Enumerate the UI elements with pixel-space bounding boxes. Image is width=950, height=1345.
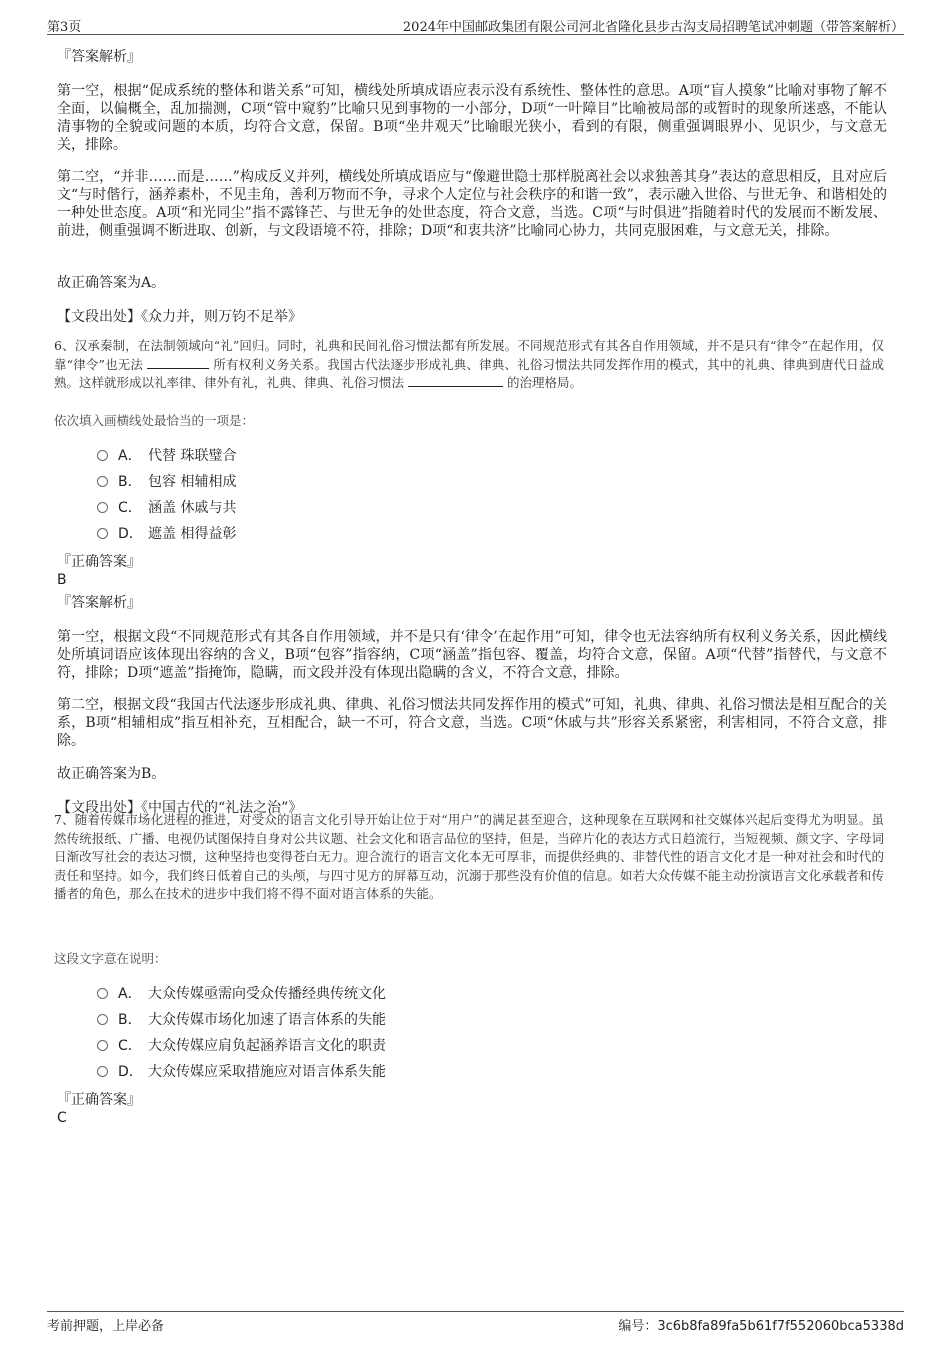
q6-analysis-p2: 第二空，根据文段“我国古代法逐步形成礼典、律典、礼俗习惯法共同发挥作用的模式”可知，礼典、律典、礼俗习惯法是相互配合的关系，B项“相辅相成”指互相补充，互相配合，缺一不可，符合文意，当选。C项“休戚与共”形容关系紧密，利害相同，不符合文意，排除。: [57, 697, 887, 749]
q7-option-b[interactable]: B． 大众传媒市场化加速了语言体系的失能: [97, 1010, 386, 1030]
q6-conclusion: 故正确答案为B。: [57, 766, 166, 782]
q6-question-text: [54, 337, 884, 393]
q6-text-part1: 6、汉承秦制，在法制领域向“礼”回归。同时，礼典和民间礼俗习惯法都有所发展。不同规范形式有其各自作用领域，并不是只有“律令”在起作用，仅靠“律令”也无法: [54, 338, 884, 372]
q6-source: 【文段出处】《中国古代的“礼法之治”》: [57, 800, 303, 816]
page-number: 第3页: [47, 20, 82, 35]
radio-icon[interactable]: [97, 502, 108, 513]
radio-icon[interactable]: [97, 1066, 108, 1077]
q7-answer-label: 『正确答案』: [57, 1092, 141, 1108]
q6-text-part2: 所有权利义务关系。我国古代法逐步形成礼典、律典、礼俗习惯法共同发挥作用的模式，其中的礼典、律典到唐代日益成熟。这样就形成以礼率律、律外有礼，礼典、律典、礼俗习惯法: [54, 356, 884, 390]
radio-icon[interactable]: [97, 1014, 108, 1025]
q7-answer: C: [57, 1110, 67, 1126]
q6-answer: B: [57, 572, 67, 588]
q7-option-a[interactable]: A． 大众传媒亟需向受众传播经典传统文化: [97, 984, 386, 1004]
q6-option-a[interactable]: A． 代替 珠联璧合: [97, 446, 236, 466]
radio-icon[interactable]: [97, 1040, 108, 1051]
q5-analysis-label: 『答案解析』: [57, 49, 141, 65]
q6-option-c[interactable]: C． 涵盖 休戚与共: [97, 498, 236, 518]
q6-text-part3: 的治理格局。: [506, 375, 582, 390]
q5-conclusion: 故正确答案为A。: [57, 275, 166, 291]
page-footer: [47, 1311, 904, 1332]
radio-icon[interactable]: [97, 476, 108, 487]
radio-icon[interactable]: [97, 450, 108, 461]
q5-analysis-p1: 第一空，根据“促成系统的整体和谐关系”可知，横线处所填成语应表示没有系统性、整体性的意思。A项“盲人摸象”比喻对事物了解不全面，以偏概全，乱加揣测，C项“管中窥豹”比喻只见到事物的一小部分，D项“一叶障目”比喻被局部的或暂时的现象所迷惑，不能认清事物的全貌或问题的本质，均符合文意，保留。B项“坐井观天”比喻眼光狭小，看到的有限，侧重强调眼界小、见识少，与文意无关，排除。: [57, 83, 887, 153]
q6-analysis-p1: 第一空，根据文段“不同规范形式有其各自作用领域，并不是只有‘律令’在起作用”可知，律令也无法容纳所有权利义务关系，因此横线处所填词语应该体现出容纳的含义，B项“包容”指容纳，C项“涵盖”指包容、覆盖，均符合文意，保留。A项“代替”指替代，与文意不符，排除；D项“遮盖”指掩饰，隐瞒，而文段并没有体现出隐瞒的含义，不符合文意，排除。: [57, 629, 887, 681]
q7-question-text: 7、随着传媒市场化进程的推进，对受众的语言文化引导开始让位于对“用户”的满足甚至迎合，这种现象在互联网和社交媒体兴起后变得尤为明显。虽然传统报纸、广播、电视仍试图保持自身对公共议题、社会文化和语言品位的坚持，但是，当碎片化的表达方式日趋流行，当短视频、颜文字、字母词日渐改写社会的表达习惯，这种坚持也变得苍白无力。迎合流行的语言文化本无可厚非，而提供经典的、非替代性的语言文化才是一种对社会和时代的责任和坚持。如今，我们终日低着自己的头颅，与四寸见方的屏幕互动，沉溺于那些没有价值的信息。如若大众传媒不能主动扮演语言文化承载者和传播者的角色，那么在技术的进步中我们将不得不面对语言体系的失能。: [54, 812, 884, 901]
q7-option-d[interactable]: D． 大众传媒应采取措施应对语言体系失能: [97, 1062, 386, 1082]
q6-blank-2: [408, 374, 503, 387]
q5-analysis-p2: 第二空，“并非……而是……”构成反义并列，横线处所填成语应与“像避世隐士那样脱离社会以求独善其身”表达的意思相反，且对应后文“与时偕行，涵养素朴，不见圭角，善利万物而不争，寻求个人定位与社会秩序的和谐一致”，表示融入世俗、与世无争、和谐相处的一种处世态度。A项“和光同尘”指不露锋芒、与世无争的处世态度，符合文意，当选。C项“与时俱进”指随着时代的发展而不断发展、前进，侧重强调不断进取、创新，与文段语境不符，排除；D项“和衷共济”比喻同心协力，共同克服困难，与文意无关，排除。: [57, 169, 887, 239]
q7-option-c[interactable]: C． 大众传媒应肩负起涵养语言文化的职责: [97, 1036, 386, 1056]
footer-serial: 编号：3c6b8fa89fa5b61f7f552060bca5338d: [618, 1319, 904, 1334]
page-header: [47, 14, 904, 35]
q5-source: 【文段出处】《众力并，则万钧不足举》: [57, 309, 302, 325]
q7-prompt: 这段文字意在说明：: [54, 951, 167, 966]
q6-analysis-label: 『答案解析』: [57, 595, 141, 611]
radio-icon[interactable]: [97, 988, 108, 999]
q6-answer-label: 『正确答案』: [57, 554, 141, 570]
footer-slogan: 考前押题，上岸必备: [47, 1319, 165, 1334]
q6-option-d[interactable]: D． 遮盖 相得益彰: [97, 524, 236, 544]
q6-prompt: 依次填入画横线处最恰当的一项是：: [54, 413, 255, 428]
q6-blank-1: [147, 356, 209, 369]
radio-icon[interactable]: [97, 528, 108, 539]
document-title: 2024年中国邮政集团有限公司河北省隆化县步古沟支局招聘笔试冲刺题（带答案解析）: [402, 20, 904, 35]
q6-option-b[interactable]: B． 包容 相辅相成: [97, 472, 236, 492]
